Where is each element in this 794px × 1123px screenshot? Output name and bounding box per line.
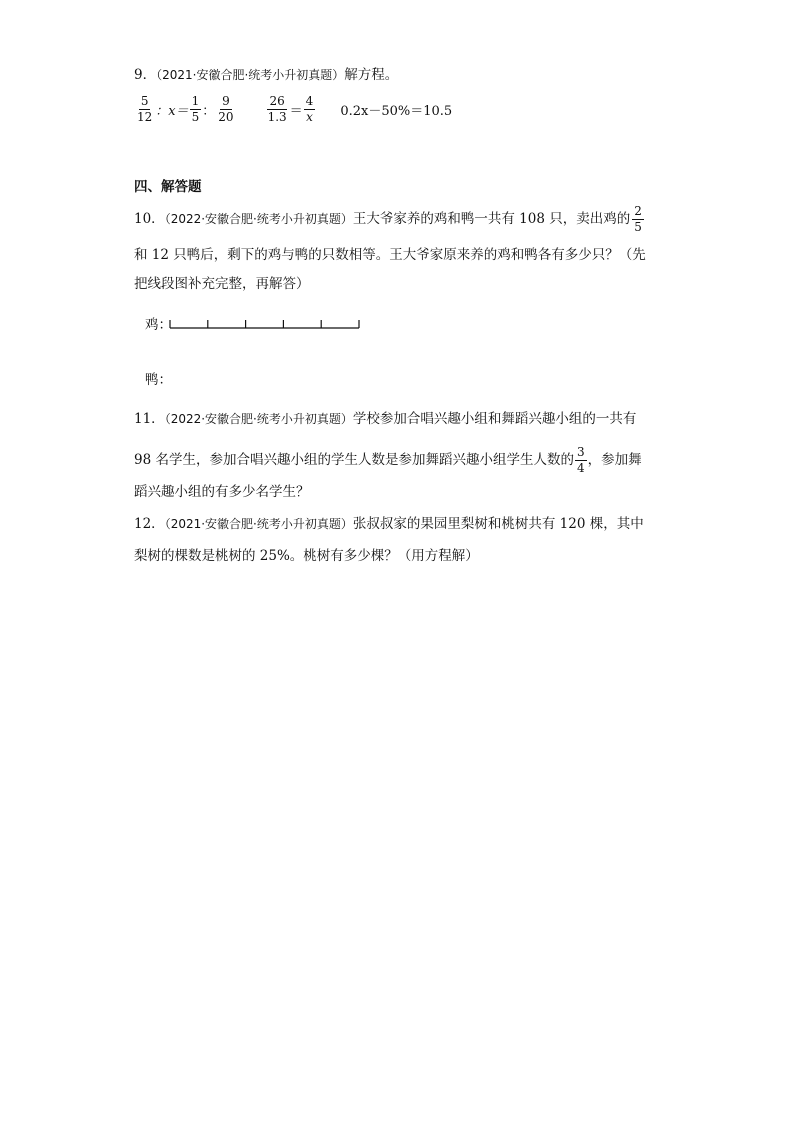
- fraction: $\frac{5}{12}$: [137, 94, 153, 124]
- question-task: 解方程。: [344, 67, 399, 83]
- equation-1: [134, 95, 237, 124]
- question-source: （2022·安徽合肥·统考小升初真题）: [164, 212, 353, 226]
- question-9-prompt: [134, 66, 398, 84]
- question-9-equations: [134, 95, 452, 124]
- fraction: $\frac{1}{5}$: [191, 94, 200, 124]
- question-11-line-2: [134, 446, 642, 475]
- question-source: （2021·安徽合肥·统考小升初真题）: [164, 517, 353, 531]
- question-text: 98 名学生，参加合唱兴趣小组的学生人数是参加舞蹈兴趣小组学生人数的: [134, 452, 574, 468]
- question-12-line-2: 梨树的棵数是桃树的 25%。桃树有多少棵？（用方程解）: [134, 548, 479, 564]
- question-text: 学校参加合唱兴趣小组和舞蹈兴趣小组的一共有: [352, 411, 637, 427]
- fraction: $\frac{4}{x}$: [305, 94, 314, 124]
- section-heading: 四、解答题: [134, 179, 202, 195]
- chicken-label: 鸡：: [145, 317, 172, 333]
- equation-3: 0.2x－50%＝10.5: [340, 104, 453, 119]
- duck-label: 鸭：: [145, 372, 172, 388]
- fraction: $\frac{3}{4}$: [576, 445, 585, 475]
- fraction: $\frac{2}{5}$: [634, 204, 642, 234]
- question-12-line-1: [134, 515, 644, 533]
- chicken-line-segment: [169, 316, 364, 332]
- question-number: 9．: [134, 67, 157, 83]
- question-number: 10．: [134, 211, 165, 227]
- question-number: 12．: [134, 516, 165, 532]
- question-10-line-1: [134, 205, 645, 234]
- equation-text: ：: [202, 104, 216, 119]
- question-11-line-1: [134, 410, 636, 428]
- equation-2: [265, 95, 317, 124]
- question-number: 11．: [134, 411, 165, 427]
- question-text: 张叔叔家的果园里梨树和桃树共有 120 棵，其中: [352, 516, 644, 532]
- question-10-line-2: 和 12 只鸭后，剩下的鸡与鸭的只数相等。王大爷家原来养的鸡和鸭各有多少只？（先: [134, 247, 646, 263]
- question-text: 王大爷家养的鸡和鸭一共有 108 只，卖出鸡的: [352, 211, 631, 227]
- question-11-line-3: 蹈兴趣小组的有多少名学生？: [134, 484, 310, 500]
- question-source: （2022·安徽合肥·统考小升初真题）: [164, 412, 353, 426]
- fraction: $\frac{26}{1.3}$: [267, 94, 287, 124]
- equation-text: ：x＝: [155, 104, 189, 119]
- question-source: （2021·安徽合肥·统考小升初真题）: [156, 68, 345, 82]
- question-10-line-3: 把线段图补充完整，再解答）: [134, 276, 310, 292]
- equation-text: ＝: [289, 104, 303, 119]
- fraction: $\frac{9}{20}$: [218, 94, 234, 124]
- question-text: ，参加舞: [587, 452, 642, 468]
